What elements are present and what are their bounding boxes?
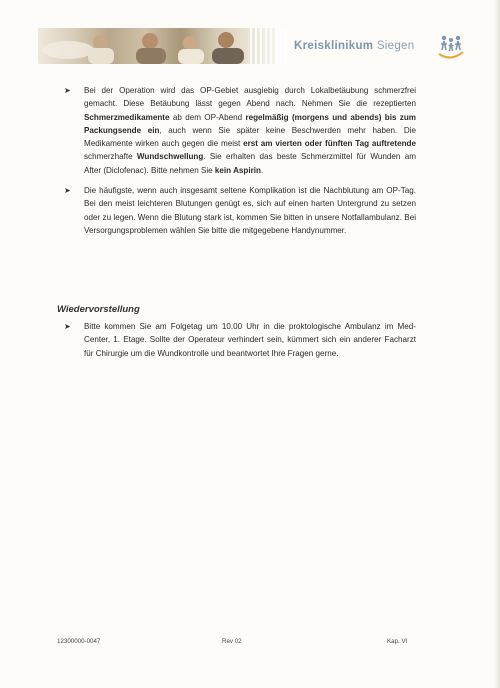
text-segment: schmerzhafte <box>84 152 137 162</box>
footer-revision: Rev 02 <box>222 638 242 645</box>
section-title: Wiedervorstellung <box>57 304 140 315</box>
bullet-paragraph <box>84 184 416 237</box>
text-segment: . Sie erhalten das beste Schmerzmittel für Wunden am After (Diclofenac). Bitte nehmen Sie <box>84 152 416 175</box>
page-edge <box>494 0 500 688</box>
brand-name <box>294 40 414 52</box>
header-stripes <box>250 28 286 64</box>
bold-text-segment: regelmäßig (morgens und abends) bis zum Packungsende ein <box>84 112 416 135</box>
arrow-bullet-icon: ➤ <box>64 186 71 196</box>
arrow-bullet-icon: ➤ <box>64 322 71 331</box>
brand-name-bold: Kreisklinikum <box>294 40 374 52</box>
header-photo-strip <box>38 28 276 64</box>
brand-name-regular: Siegen <box>376 40 415 52</box>
footer-doc-number: 12300000-0047 <box>57 638 101 645</box>
family-figures-logo-icon <box>436 32 466 60</box>
bullet-paragraph <box>84 84 416 177</box>
bold-text-segment: kein Aspirin <box>214 165 261 175</box>
footer-chapter: Kap. VI <box>387 638 408 645</box>
bullet-paragraph <box>84 320 416 360</box>
section-content <box>64 320 416 367</box>
text-segment: Bei der Operation wird das OP-Gebiet ausgiebig durch Lokalbetäubung schmerzfrei gemacht. Diese Betäubung lässt gegen Abend nach. Nehmen Sie die rezeptierten <box>84 86 416 109</box>
text-segment: , auch wenn Sie später keine Beschwerden mehr haben. Die Medikamente wirken auch gegen die meist <box>84 125 416 149</box>
bullet-item-pain-medication <box>64 84 416 177</box>
bold-text-segment: Wundschwellung <box>136 152 204 162</box>
text-segment: Bitte kommen Sie am Folgetag um 10.00 Uhr in die proktologische Ambulanz im Med-Center, 1. Etage. Sollte der Operateur verhindert sein, kümmert sich ein anderer Facharzt für Chirurgie um die Wundkontrolle und beantwortet Ihre Fragen gerne. <box>84 322 416 358</box>
text-segment: ab dem OP-Abend <box>169 112 246 122</box>
header-banner <box>38 28 466 64</box>
main-content <box>64 84 416 244</box>
arrow-bullet-icon: ➤ <box>64 86 71 95</box>
bold-text-segment: erst am vierten oder fünften Tag auftretende <box>243 139 416 149</box>
text-segment: Die häufigste, wenn auch insgesamt seltene Komplikation ist die Nachblutung am OP-Tag. Bei den meist leichteren Blutungen genügt es, sich auf einen harten Untergrund zu setzen oder zu legen. Wenn die Blutung stark ist, kommen Sie bitten in unsere Notfallambulanz. Bei Versorgungsproblemen wählen Sie bitte die mitgegebene Handynummer. <box>84 186 416 235</box>
bullet-item-complications <box>64 184 416 237</box>
bullet-item-follow-up <box>64 320 416 360</box>
bold-text-segment: Schmerzmedikamente <box>84 112 170 122</box>
text-segment: . <box>260 165 264 175</box>
people-photo-illustration <box>38 28 276 64</box>
